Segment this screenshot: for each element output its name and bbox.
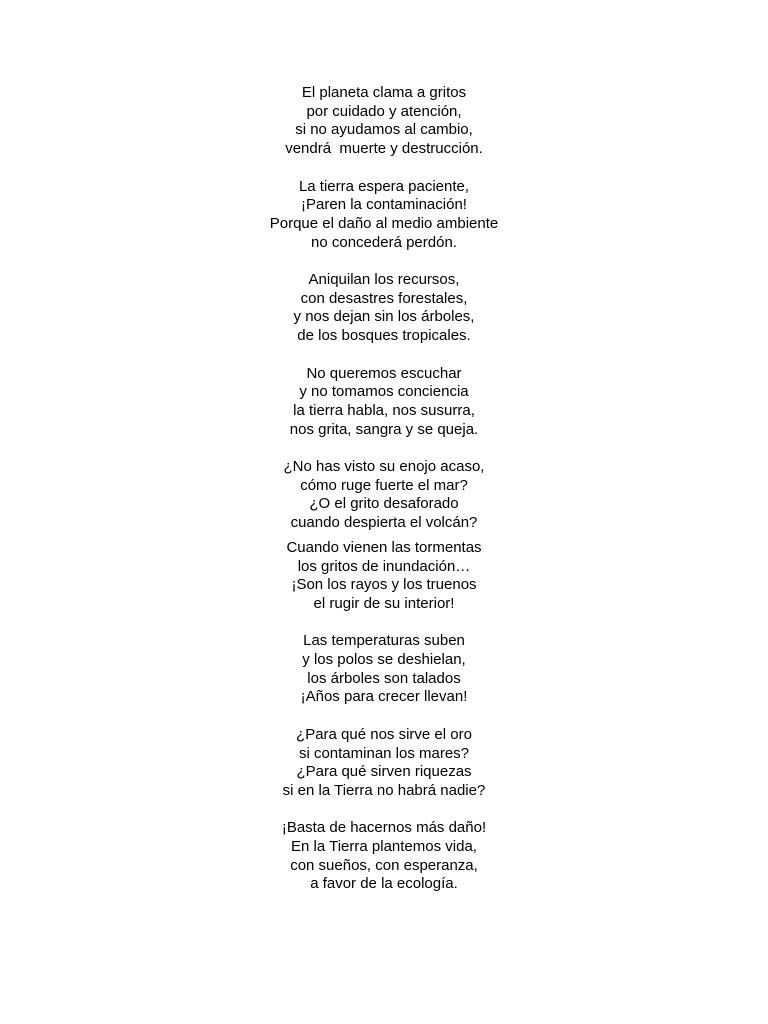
- poem-line: Aniquilan los recursos,: [308, 271, 460, 288]
- poem-line: por cuidado y atención,: [306, 102, 462, 120]
- poem-body: [0, 84, 768, 894]
- stanza-3: [0, 271, 768, 346]
- poem-line: nos grita, sangra y se queja.: [289, 420, 479, 438]
- poem-line: si en la Tierra no habrá nadie?: [282, 781, 486, 799]
- poem-line: y nos dejan sin los árboles,: [293, 308, 475, 326]
- poem-line: los gritos de inundación…: [297, 557, 471, 575]
- poem-line: El planeta clama a gritos: [301, 84, 467, 101]
- poem-line: Las temperaturas suben: [303, 632, 465, 650]
- poem-line: ¿Para qué sirven riquezas: [296, 763, 472, 781]
- poem-line: vendrá muerte y destrucción.: [285, 140, 483, 158]
- poem-line: ¿O el grito desaforado: [309, 495, 459, 513]
- stanza-6: [0, 539, 768, 614]
- stanza-5: [0, 458, 768, 533]
- poem-line: Porque el daño al medio ambiente: [269, 214, 499, 232]
- poem-line: con sueños, con esperanza,: [290, 856, 478, 874]
- poem-line: ¡Años para crecer llevan!: [300, 688, 468, 706]
- poem-line: Cuando vienen las tormentas: [286, 538, 482, 556]
- stanza-4: [0, 365, 768, 440]
- poem-line: y no tomamos conciencia: [299, 383, 469, 401]
- poem-line: cuando despierta el volcán?: [290, 514, 478, 532]
- stanza-2: [0, 178, 768, 253]
- poem-line: ¿Para qué nos sirve el oro: [296, 725, 472, 743]
- poem-line: los árboles son talados: [307, 669, 461, 687]
- poem-line: cómo ruge fuerte el mar?: [300, 476, 468, 494]
- stanza-7: [0, 632, 768, 707]
- poem-line: ¡Basta de hacernos más daño!: [281, 819, 487, 837]
- poem-line: a favor de la ecología.: [310, 875, 458, 893]
- poem-line: no concederá perdón.: [311, 233, 457, 251]
- poem-line: la tierra habla, nos susurra,: [293, 401, 475, 419]
- poem-line: con desastres forestales,: [300, 289, 468, 307]
- poem-line: ¿No has visto su enojo acaso,: [283, 458, 485, 475]
- poem-line: ¡Paren la contaminación!: [301, 196, 467, 214]
- poem-line: si contaminan los mares?: [298, 744, 470, 762]
- poem-line: No queremos escuchar: [306, 364, 462, 382]
- stanza-8: [0, 726, 768, 801]
- poem-line: En la Tierra plantemos vida,: [291, 838, 477, 856]
- poem-line: de los bosques tropicales.: [297, 327, 471, 345]
- poem-line: si no ayudamos al cambio,: [295, 121, 473, 139]
- stanza-9: [0, 819, 768, 894]
- poem-line: y los polos se deshielan,: [302, 651, 466, 669]
- poem-line: el rugir de su interior!: [313, 594, 455, 612]
- stanza-1: [0, 84, 768, 159]
- poem-line: La tierra espera paciente,: [298, 177, 470, 195]
- poem-line: ¡Son los rayos y los truenos: [291, 576, 477, 594]
